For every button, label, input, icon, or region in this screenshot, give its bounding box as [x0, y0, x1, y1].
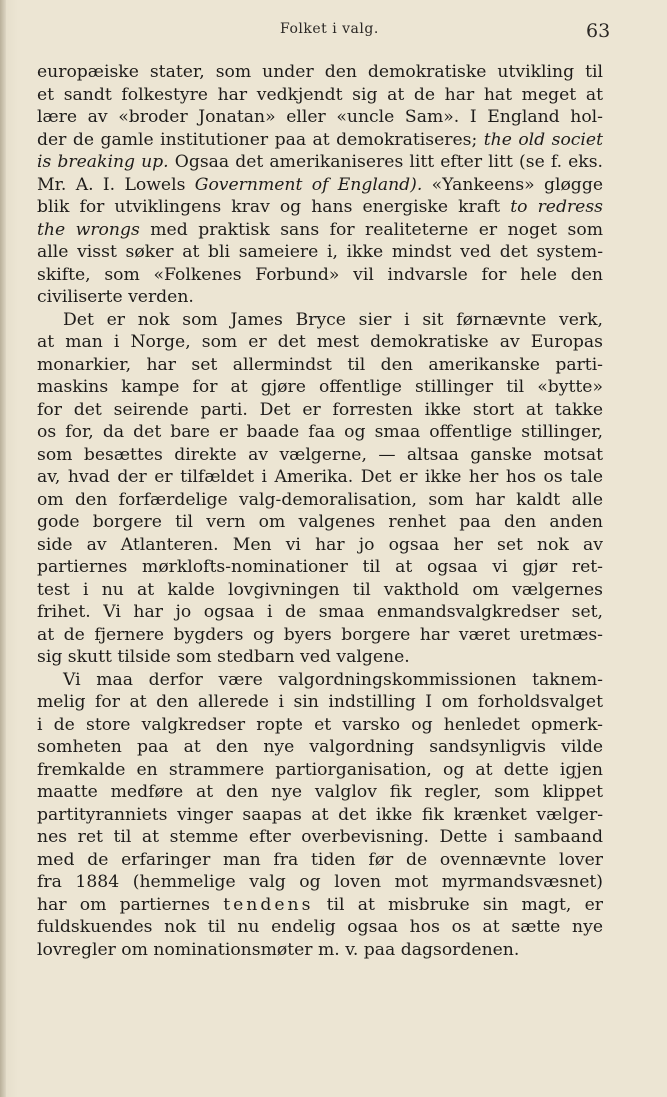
text-line: fuldskuendes nok til nu endelig ogsaa hos os at sætte nye	[37, 917, 603, 937]
text-line: os for, da det bare er baade faa og smaa offentlige stillinger,	[37, 422, 603, 442]
text-line: frihet. Vi har jo ogsaa i de smaa enmandsvalgkredser set,	[37, 602, 603, 622]
text-line: skifte, som «Folkenes Forbund» vil indvarsle for hele den	[37, 264, 603, 285]
text-line: der de gamle institutioner paa at demokratiseres; the old societ	[37, 129, 603, 150]
text-line: somheten paa at den nye valgordning sandsynligvis vilde	[37, 737, 603, 757]
text-line: Mr. A. I. Lowels Government of England). «Yankeens» gløgge	[37, 174, 603, 195]
text-line: at de fjernere bygders og byers borgere har været uretmæs-	[37, 624, 603, 645]
text-line: gode borgere til vern om valgenes renhet paa den anden	[37, 512, 603, 532]
text-line: the wrongs med praktisk sans for realiteterne er noget som	[37, 219, 603, 240]
body-text	[37, 61, 603, 961]
text-line: melig for at den allerede i sin indstilling I om forholdsvalget	[37, 692, 603, 712]
text-line: monarkier, har set allermindst til den amerikanske parti-	[37, 354, 603, 375]
text-line: civiliserte verden.	[37, 287, 194, 307]
text-line: Vi maa derfor være valgordningskommissionen taknem-	[63, 669, 603, 690]
paragraph-1	[37, 61, 603, 309]
text-line: et sandt folkestyre har vedkjendt sig at de har hat meget at	[37, 84, 603, 105]
text-line: sig skutt tilside som stedbarn ved valgene.	[37, 647, 410, 667]
text-line: med de erfaringer man fra tiden før de ovennævnte lover	[37, 849, 603, 870]
text-line: nes ret til at stemme efter overbevisning. Dette i sambaand	[37, 827, 603, 847]
paragraph-3	[37, 669, 603, 962]
text-line: i de store valgkredser ropte et varsko og henledet opmerk-	[37, 714, 603, 735]
text-line: partiernes mørklofts-nominationer til at ogsaa vi gjør ret-	[37, 557, 603, 577]
text-line: lovregler om nominationsmøter m. v. paa dagsordenen.	[37, 939, 520, 960]
text-line: Det er nok som James Bryce sier i sit førnævnte verk,	[63, 309, 603, 330]
text-line: at man i Norge, som er det mest demokratiske av Europas	[37, 332, 603, 352]
text-line: maatte medføre at den nye valglov fik regler, som klippet	[37, 782, 603, 802]
text-line: om den forfærdelige valg-demoralisation, som har kaldt alle	[37, 489, 603, 510]
running-title: Folket i valg.	[280, 21, 379, 37]
text-line: lære av «broder Jonatan» eller «uncle Sam». I England hol-	[37, 107, 603, 127]
page-number: 63	[586, 20, 611, 42]
text-line: maskins kampe for at gjøre offentlige stillinger til «bytte»	[37, 377, 603, 397]
text-line: europæiske stater, som under den demokratiske utvikling til	[37, 62, 603, 82]
text-line: av, hvad der er tilfældet i Amerika. Det er ikke her hos os tale	[37, 467, 603, 487]
text-line: blik for utviklingens krav og hans energiske kraft to redress	[37, 197, 603, 217]
text-line: fra 1884 (hemmelige valg og loven mot myrmandsvæsnet)	[37, 872, 603, 892]
text-line: side av Atlanteren. Men vi har jo ogsaa her set nok av	[37, 534, 603, 555]
text-line: alle visst søker at bli sameiere i, ikke mindst ved det system-	[37, 242, 603, 262]
paragraph-2	[37, 309, 603, 669]
text-line: is breaking up. Ogsaa det amerikaniseres litt efter litt (se f. eks.	[37, 152, 603, 172]
text-line: for det seirende parti. Det er forresten ikke stort at takke	[37, 399, 603, 420]
text-line: som besættes direkte av vælgerne, — altsaa ganske motsat	[37, 444, 603, 465]
binding-shadow	[0, 0, 6, 1097]
text-line: test i nu at kalde lovgivningen til vakthold om vælgernes	[37, 579, 603, 600]
text-line: har om partiernes tendens til at misbruke sin magt, er	[37, 894, 603, 915]
text-line: partityranniets vinger saapas at det ikke fik krænket vælger-	[37, 804, 603, 825]
text-line: fremkalde en strammere partiorganisation, og at dette igjen	[37, 759, 603, 780]
running-head	[0, 20, 667, 44]
